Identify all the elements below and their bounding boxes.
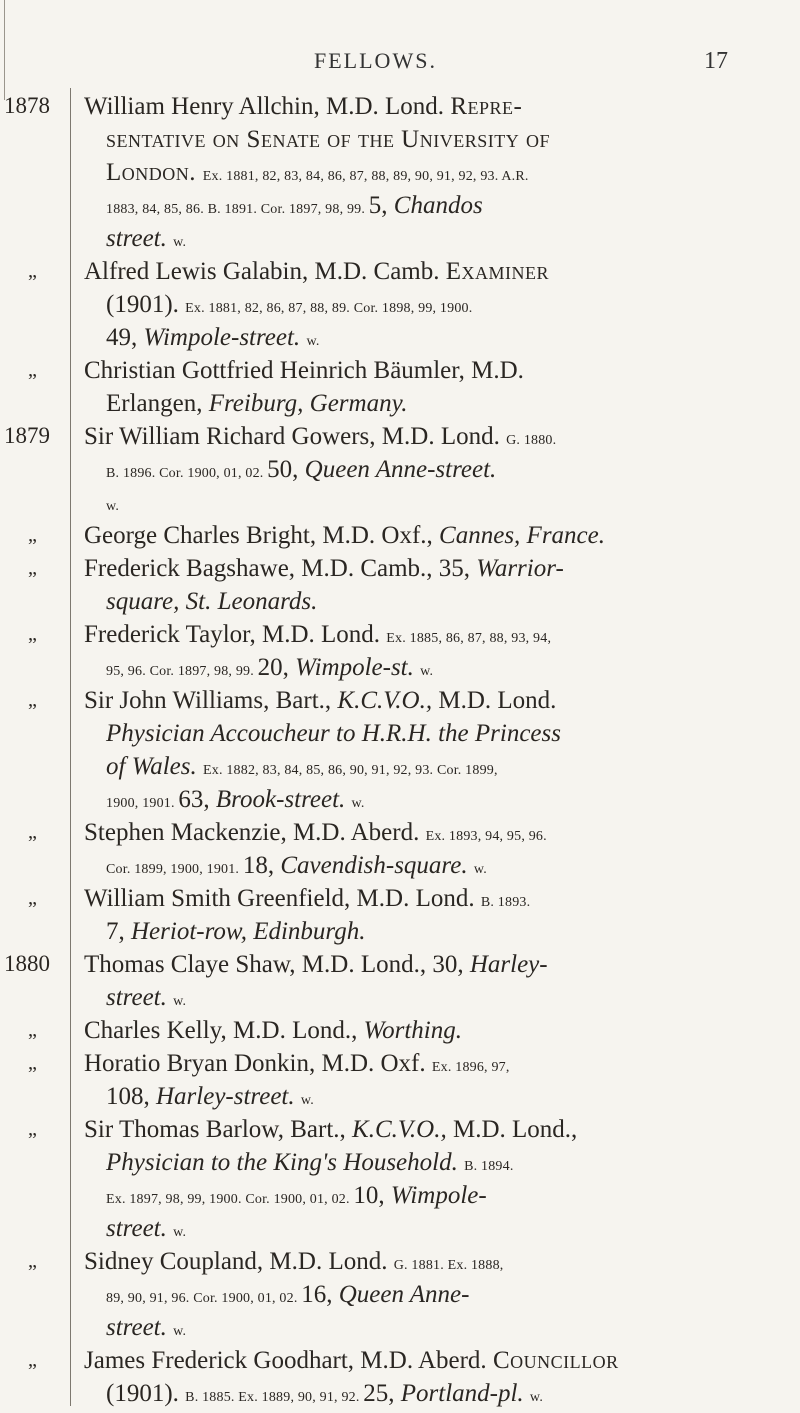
entry-text: Stephen Mackenzie, M.D. Aberd. xyxy=(84,819,426,846)
appointment-record: 1900, 1901. xyxy=(106,796,179,811)
appointment-record: G. 1881. Ex. 1888, xyxy=(393,1258,504,1273)
entry-text: Thomas Claye Shaw, M.D. Lond., 30, xyxy=(84,951,470,978)
address-text: Worthing. xyxy=(363,1017,462,1044)
year-ditto-mark: „ xyxy=(28,1118,37,1140)
appointment-record: w. xyxy=(529,1390,544,1405)
address-text: Cavendish-square. xyxy=(280,852,474,879)
appointment-record: w. xyxy=(306,334,320,349)
appointment-record: B. 1896. Cor. 1900, 01, 02. xyxy=(106,466,268,481)
address-text: Physician to the King's Household. xyxy=(106,1149,465,1176)
appointment-record: Ex. 1881, 82, 86, 87, 88, 89. Cor. 1898, 99, 1900. xyxy=(185,301,473,316)
entry-text: William Smith Greenfield, M.D. Lond. xyxy=(84,885,481,912)
fellow-entry xyxy=(84,354,784,420)
year-ditto-mark: „ xyxy=(28,260,37,282)
office-title: London. xyxy=(106,159,203,186)
entry-text: Horatio Bryan Donkin, M.D. Oxf. xyxy=(84,1050,432,1077)
office-title: sentative on Senate of the University of xyxy=(106,126,550,153)
entry-name-line xyxy=(84,90,779,123)
entry-detail-line xyxy=(84,387,779,420)
appointment-record: G. 1880. xyxy=(506,433,557,448)
appointment-record: Ex. 1896, 97, xyxy=(431,1060,510,1075)
fellow-entry xyxy=(84,90,784,255)
address-text: Brook-street. xyxy=(215,786,352,813)
entry-name-line xyxy=(84,1047,779,1080)
fellow-entry xyxy=(84,882,784,948)
entry-text: 5, xyxy=(368,192,394,219)
entry-detail-line xyxy=(84,1278,779,1311)
entry-text: 108, xyxy=(106,1083,156,1110)
entry-detail-line xyxy=(84,1377,779,1410)
fellow-entry xyxy=(84,519,784,552)
appointment-record: w. xyxy=(173,1225,187,1240)
entry-detail-line xyxy=(84,1146,779,1179)
fellow-entry xyxy=(84,816,784,882)
entry-name-line xyxy=(84,948,779,981)
appointment-record: Ex. 1881, 82, 83, 84, 86, 87, 88, 89, 90, 91, 92, 93. A.R. xyxy=(202,169,529,184)
running-header-title: FELLOWS. xyxy=(314,48,437,73)
entry-detail-line xyxy=(84,1080,779,1113)
appointment-record: w. xyxy=(420,664,434,679)
entry-name-line xyxy=(84,1014,779,1047)
fellow-entry xyxy=(84,1344,784,1410)
entry-detail-line xyxy=(84,288,779,321)
address-text: Physician Accoucheur to H.R.H. the Princess xyxy=(106,720,561,747)
entry-text: 49, xyxy=(106,324,144,351)
appointment-record: Ex. 1897, 98, 99, 1900. Cor. 1900, 01, 02. xyxy=(106,1192,354,1207)
entry-detail-line xyxy=(84,915,779,948)
fellow-entry xyxy=(84,948,784,1014)
entry-detail-line xyxy=(84,321,779,354)
entry-text: Erlangen, xyxy=(106,390,209,417)
address-text: Wimpole-street. xyxy=(143,324,307,351)
address-text: Portland-pl. xyxy=(400,1380,530,1407)
address-text: Harley-street. xyxy=(156,1083,301,1110)
election-year: 1878 xyxy=(4,93,50,118)
year-ditto-mark: „ xyxy=(28,1052,37,1074)
appointment-record: 95, 96. Cor. 1897, 98, 99. xyxy=(106,664,258,679)
entry-detail-line xyxy=(84,156,779,189)
appointment-record: w. xyxy=(173,235,187,250)
entry-name-line xyxy=(84,519,779,552)
entry-name-line xyxy=(84,1245,779,1278)
address-text: K.C.V.O., xyxy=(352,1116,447,1143)
entry-detail-line xyxy=(84,717,779,750)
fellow-entry xyxy=(84,684,784,816)
entry-text: (1901). xyxy=(106,1380,186,1407)
address-text: street. xyxy=(106,225,174,252)
election-year: 1880 xyxy=(4,951,50,976)
appointment-record: Ex. 1882, 83, 84, 85, 86, 90, 91, 92, 93. Cor. 1899, xyxy=(203,763,498,778)
office-title: Examiner xyxy=(445,258,550,285)
office-title: Councillor xyxy=(492,1347,619,1374)
entry-detail-line xyxy=(84,1212,779,1245)
address-text: Queen Anne-street. xyxy=(304,456,497,483)
address-text: Wimpole- xyxy=(390,1182,487,1209)
entry-text: Alfred Lewis Galabin, M.D. Camb. xyxy=(84,258,446,285)
entry-detail-line xyxy=(84,1179,779,1212)
entry-detail-line xyxy=(84,1311,779,1344)
address-text: Warrior- xyxy=(476,555,564,582)
entry-text: 25, xyxy=(363,1380,401,1407)
year-ditto-mark: „ xyxy=(28,821,37,843)
entry-detail-line xyxy=(84,750,779,783)
fellow-entry xyxy=(84,1113,784,1245)
appointment-record: B. 1893. xyxy=(480,895,531,910)
entry-text: (1901). xyxy=(106,291,186,318)
entry-detail-line xyxy=(84,453,779,486)
address-text: Heriot-row, Edinburgh. xyxy=(131,918,366,945)
year-ditto-mark: „ xyxy=(28,557,37,579)
year-ditto-mark: „ xyxy=(28,1250,37,1272)
entry-text: 10, xyxy=(353,1182,391,1209)
entry-text: Sidney Coupland, M.D. Lond. xyxy=(84,1248,394,1275)
address-text: street. xyxy=(106,1314,174,1341)
entry-detail-line xyxy=(84,783,779,816)
entry-name-line xyxy=(84,1344,779,1377)
address-text: K.C.V.O., xyxy=(337,687,433,714)
fellow-entry xyxy=(84,255,784,354)
entry-detail-line xyxy=(84,981,779,1014)
address-text: Harley- xyxy=(469,951,548,978)
entry-text: Sir William Richard Gowers, M.D. Lond. xyxy=(84,423,507,450)
appointment-record: w. xyxy=(106,499,120,514)
appointment-record: 89, 90, 91, 96. Cor. 1900, 01, 02. xyxy=(106,1291,302,1306)
entry-detail-line xyxy=(84,486,779,519)
entry-name-line xyxy=(84,882,779,915)
entry-text: 63, xyxy=(178,786,216,813)
address-text: square, St. Leonards. xyxy=(106,588,318,615)
entry-name-line xyxy=(84,420,779,453)
entry-text: M.D. Lond. xyxy=(432,687,557,714)
entry-text: Sir Thomas Barlow, Bart., xyxy=(84,1116,353,1143)
appointment-record: w. xyxy=(351,796,365,811)
year-ditto-mark: „ xyxy=(28,623,37,645)
election-year: 1879 xyxy=(4,423,50,448)
year-ditto-mark: „ xyxy=(28,887,37,909)
address-text: of Wales. xyxy=(106,753,203,780)
entry-text: William Henry Allchin, M.D. Lond. xyxy=(84,93,451,120)
entry-detail-line xyxy=(84,651,779,684)
entry-name-line xyxy=(84,1113,779,1146)
year-ditto-mark: „ xyxy=(28,1349,37,1371)
entry-text: James Frederick Goodhart, M.D. Aberd. xyxy=(84,1347,493,1374)
entry-text: M.D. Lond., xyxy=(446,1116,578,1143)
fellow-entry xyxy=(84,618,784,684)
entry-text: Sir John Williams, Bart., xyxy=(84,687,338,714)
appointment-record: Ex. 1885, 86, 87, 88, 93, 94, xyxy=(386,631,552,646)
column-rule xyxy=(70,88,71,1406)
address-text: Cannes, France. xyxy=(439,522,605,549)
appointment-record: 1883, 84, 85, 86. B. 1891. Cor. 1897, 98, 99. xyxy=(106,202,369,217)
entry-text: 16, xyxy=(301,1281,339,1308)
entry-detail-line xyxy=(84,123,779,156)
fellow-entry xyxy=(84,1245,784,1344)
address-text: street. xyxy=(106,984,174,1011)
address-text: street. xyxy=(106,1215,174,1242)
year-ditto-mark: „ xyxy=(28,1019,37,1041)
election-year-column xyxy=(0,0,70,1413)
entry-name-line xyxy=(84,255,779,288)
appointment-record: w. xyxy=(473,862,487,877)
entry-name-line xyxy=(84,354,779,387)
fellow-entry xyxy=(84,1014,784,1047)
entry-detail-line xyxy=(84,189,779,222)
entry-text: 20, xyxy=(257,654,296,681)
fellow-entry xyxy=(84,1047,784,1113)
entry-name-line xyxy=(84,618,779,651)
entry-name-line xyxy=(84,684,779,717)
entry-text: 18, xyxy=(242,852,281,879)
address-text: Freiburg, Germany. xyxy=(208,390,408,417)
page-number: 17 xyxy=(704,48,728,74)
entry-text: Christian Gottfried Heinrich Bäumler, M.D. xyxy=(84,357,524,384)
year-ditto-mark: „ xyxy=(28,524,37,546)
entry-detail-line xyxy=(84,222,779,255)
entry-detail-line xyxy=(84,849,779,882)
appointment-record: Cor. 1899, 1900, 1901. xyxy=(106,862,243,877)
entry-name-line xyxy=(84,552,779,585)
entry-text: George Charles Bright, M.D. Oxf., xyxy=(84,522,440,549)
entry-detail-line xyxy=(84,585,779,618)
appointment-record: w. xyxy=(173,994,187,1009)
appointment-record: Ex. 1893, 94, 95, 96. xyxy=(425,829,547,844)
entry-text: Charles Kelly, M.D. Lond., xyxy=(84,1017,364,1044)
address-text: Wimpole-st. xyxy=(295,654,421,681)
appointment-record: w. xyxy=(300,1093,314,1108)
office-title: Repre- xyxy=(450,93,523,120)
address-text: Queen Anne- xyxy=(338,1281,470,1308)
year-ditto-mark: „ xyxy=(28,359,37,381)
address-text: Chandos xyxy=(393,192,483,219)
entry-text: Frederick Bagshawe, M.D. Camb., 35, xyxy=(84,555,477,582)
entry-text: Frederick Taylor, M.D. Lond. xyxy=(84,621,387,648)
year-ditto-mark: „ xyxy=(28,689,37,711)
appointment-record: w. xyxy=(173,1324,187,1339)
appointment-record: B. 1885. Ex. 1889, 90, 91, 92. xyxy=(185,1390,364,1405)
appointment-record: B. 1894. xyxy=(464,1159,514,1174)
fellow-entry xyxy=(84,552,784,618)
entry-name-line xyxy=(84,816,779,849)
fellow-entry xyxy=(84,420,784,519)
entry-text: 50, xyxy=(267,456,305,483)
entry-text: 7, xyxy=(106,918,131,945)
fellows-list xyxy=(84,90,784,1410)
